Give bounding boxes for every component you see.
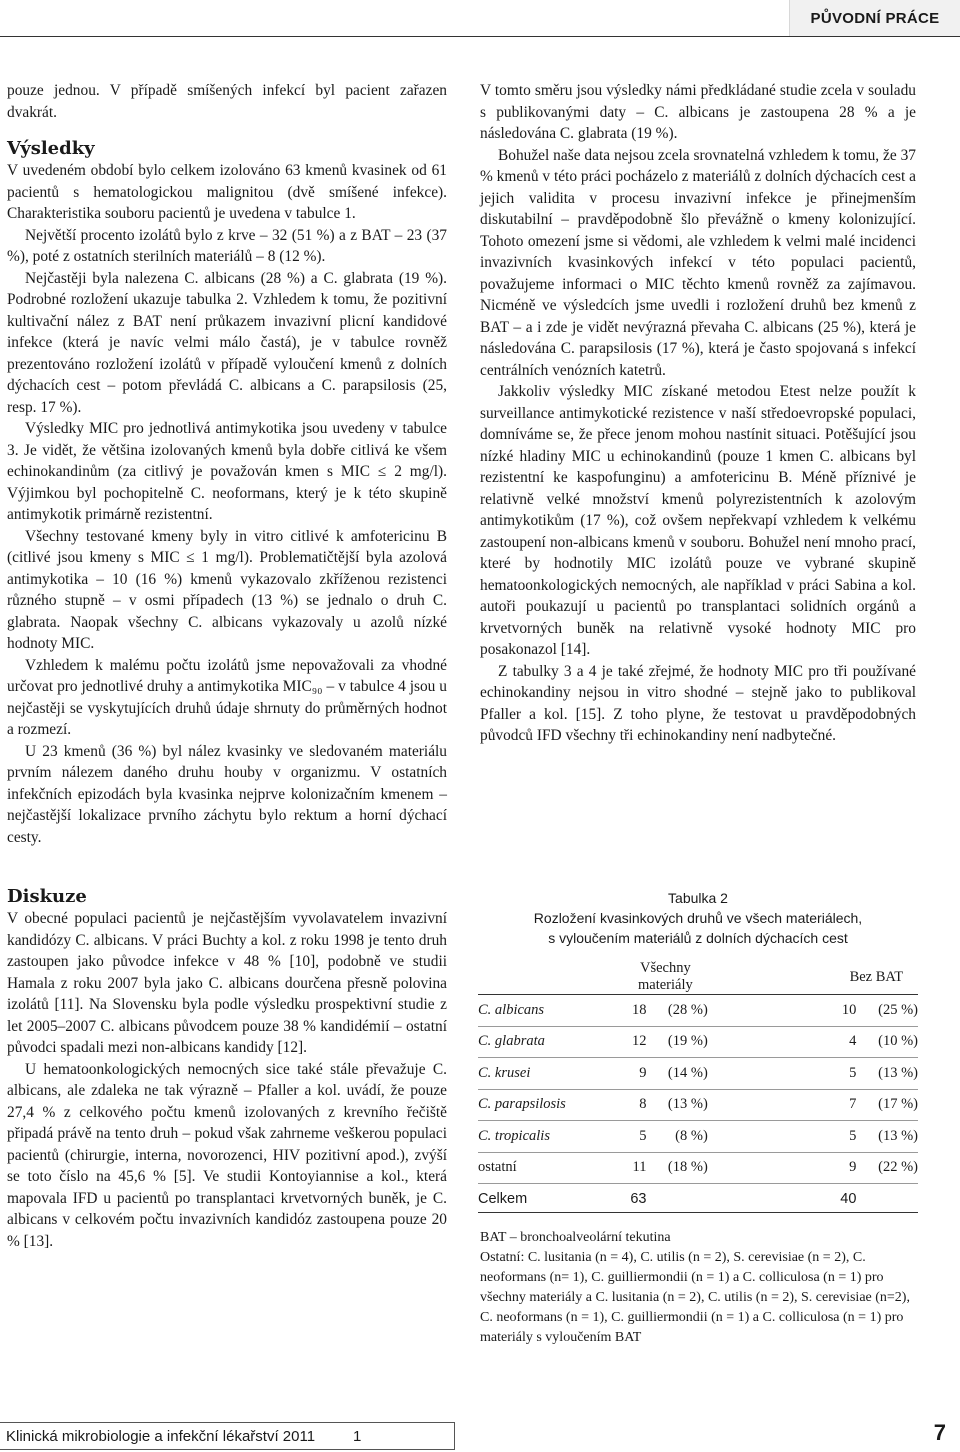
results-paragraph: Všechny testované kmeny byly in vitro citlivé k amfotericinu B (citlivé jsou kmeny s MIC ≤ 1 mg/l). Problematičtější byla azolová antimykotika – 10 (16 %) kmenů vykazovalo zkříženou rezistenci různého stupně – v osmi případech (13 %) se jednalo o druh C. glabrata. Naopak všechny C. albicans vykazovaly u azolů nízké hodnoty MIC.	[7, 527, 447, 652]
column-header-all-materials: Všechny materiály	[619, 960, 712, 995]
percent-nobat-cell: (13 %)	[878, 1127, 918, 1144]
species-cell: C. parapsilosis	[478, 1096, 566, 1113]
percent-nobat-cell: (25 %)	[878, 1001, 918, 1018]
table-total-row	[478, 1184, 918, 1215]
count-nobat-cell: 5	[849, 1127, 857, 1144]
species-cell: C. tropicalis	[478, 1127, 550, 1144]
section-label: PŮVODNÍ PRÁCE	[789, 0, 960, 37]
results-paragraph: Výsledky MIC pro jednotlivá antimykotika jsou uvedeny v tabulce 3. Je vidět, že většina izolovaných kmenů byla dobře citlivá ke všem echinokandinům (za citlivý je považován kmen s MIC ≤ 2 mg/l). Výjimkou byl pochopitelně C. neoformans, který je k této skupině antimykotik primárně rezistentní.	[7, 420, 447, 523]
count-nobat-cell: 4	[849, 1033, 857, 1050]
percent-all-cell: (19 %)	[667, 1033, 708, 1050]
percent-nobat-cell: (10 %)	[878, 1033, 918, 1050]
species-cell: C. glabrata	[478, 1033, 545, 1050]
count-all-cell: 11	[632, 1159, 647, 1176]
table-caption-line: Rozložení kvasinkových druhů ve všech materiálech,	[533, 910, 863, 926]
header-rule	[0, 36, 960, 37]
discussion-paragraph: U hematoonkologických nemocných sice také stále převažuje C. albicans, ale zdaleka ne tak výrazně – Pfaller a kol. uvádí, že pouze 27,4 % z celkového počtu kmenů izolovaných z krevního řečiště připadá právě na tento druh – pokud však zahrneme veškerou populaci pacientů (chirurgie, interna, novorozenci, HIV pozitivní apod.), zvýší se toto číslo na 45,6 % [5]. Ve studii Kontoyiannise a kol., která mapovala IFD u pacientů po transplantaci krvetvorných buněk, je C. albicans v celkovém počtu invazivních kandidóz zastoupena pouze 20 % [13].	[7, 1060, 447, 1250]
percent-all-cell: (28 %)	[667, 1001, 708, 1018]
table-header-row	[478, 960, 918, 995]
percent-nobat-cell: (22 %)	[878, 1159, 918, 1176]
percent-all-cell: (13 %)	[667, 1096, 708, 1113]
table-row	[478, 1152, 918, 1184]
table-label: Tabulka 2	[668, 890, 728, 906]
right-paragraph: Jakkoliv výsledky MIC získané metodou Etest nelze použít k surveillance antimykotické rezistence v naší středoevropské populaci, domníváme se, že přece jenom mohou nastínit situaci. Potěšující jsou nízké hladiny MIC u echinokandinů (pouze 1 kmen C. albicans byl rezistentní ke kaspofunginu) a amfotericinu B. Méně příznivé je relativně velké množství kmenů polyrezistentních k azolovým antimykotikům (17 %), což ovšem nepřekvapí vzhledem k velkému zastoupení non-albicans kmenů v souboru. Bohužel není mnoho prací, které by hodnotily MIC izolátů pouze ve vybrané skupině hematoonkologických nemocných, ale například v práci Sabina a kol. autoři poukazují u pacientů po transplantaci solidních orgánů a krvetvorných buněk na relativně vysoké hodnoty MIC pro posakonazol [14].	[480, 383, 916, 658]
table-row	[478, 1026, 918, 1058]
total-nobat-cell: 40	[840, 1191, 857, 1208]
column-header-without-bat: Bez BAT	[835, 960, 918, 995]
percent-all-cell: (8 %)	[675, 1127, 708, 1144]
count-nobat-cell: 9	[849, 1159, 857, 1176]
count-all-cell: 8	[639, 1096, 647, 1113]
right-paragraph: V tomto směru jsou výsledky námi předkládané studie zcela v souladu s publikovanými daty – C. albicans je zastoupena 28 % a je následována C. glabrata (19 %).	[480, 82, 916, 142]
discussion-paragraph: V obecné populaci pacientů je nejčastějším vyvolavatelem invazivní kandidózy C. albicans. V práci Buchty a kol. z roku 1998 je tento druh zastoupen jako původce infekce v 48 % [10], podobně ve studii Hamala z roku 2007 byla jako C. albicans dourčena přesně polovina izolátů [11]. Na Slovensku byla podle výsledku prospektivní studie z let 2005–2007 C. albicans původcem pouze 38 % kandidémií – ostatní původci spadali mezi non-albicans kandidy [12].	[7, 910, 447, 1056]
count-nobat-cell: 10	[841, 1001, 857, 1018]
count-all-cell: 5	[639, 1127, 647, 1144]
species-cell: C. krusei	[478, 1064, 531, 1081]
intro-paragraph: pouze jednou. V případě smíšených infekcí byl pacient zařazen dvakrát.	[7, 82, 447, 121]
footer-journal	[0, 1422, 455, 1450]
left-column	[7, 80, 447, 1252]
results-paragraph: Vzhledem k malému počtu izolátů jsme nepovažovali za vhodné určovat pro jednotlivé druhy a antimykotika MIC₉₀ – v tabulce 4 jsou u nejčastěji se vyskytujících druhů údaje shrnuty do průměrných hodnot a rozmezí.	[7, 656, 447, 738]
percent-all-cell: (14 %)	[667, 1064, 708, 1081]
discussion-heading: Diskuze	[7, 886, 87, 907]
percent-nobat-cell: (13 %)	[878, 1064, 918, 1081]
species-cell: C. albicans	[478, 1001, 545, 1018]
table-row	[478, 1058, 918, 1090]
results-paragraph: V uvedeném období bylo celkem izolováno 63 kmenů kvasinek od 61 pacientů s hematologickou malignitou (dvě smíšené infekce). Charakteristika souboru pacientů je uvedena v tabulce 1.	[7, 162, 447, 222]
right-paragraph: Bohužel naše data nejsou zcela srovnatelná vzhledem k tomu, že 37 % kmenů v této práci pocházelo z materiálů z dolních dýchacích cest a jejich validita v procesu invazivní infekce je přinejmenším diskutabilní – pravděpodobně šlo převážně o kmeny kolonizující. Tohoto omezení jsme si vědomi, ale vzhledem k velmi malé incidenci invazivních kvasinkových infekcí v této populaci pacientů, považujeme informaci o MIC těchto kmenů rovněž za zajímavou. Nicméně ve výsledcích jsme uvedli i rozložení druhů bez kmenů z BAT – a i zde je vidět nevýrazná převaha C. albicans (25 %), která je následována C. parapsilosis (17 %), která je často spojovaná s infekcí centrálních venózních katetrů.	[480, 146, 916, 379]
table-note: BAT – bronchoalveolární tekutina	[480, 1230, 671, 1245]
table-row	[478, 1121, 918, 1153]
table-caption	[478, 888, 918, 948]
table-row	[478, 995, 918, 1027]
page-number: 7	[933, 1420, 946, 1445]
count-all-cell: 9	[639, 1064, 647, 1081]
right-paragraph: Z tabulky 3 a 4 je také zřejmé, že hodnoty MIC pro tři používané echinokandiny nejsou in vitro shodné – stejně jako to publikoval Pfaller a kol. [15]. Z toho plyne, že testovat u pravděpodobných původců IFD všechny tři echinokandiny není nadbytečné.	[480, 662, 916, 744]
results-heading: Výsledky	[7, 138, 95, 159]
table-2	[478, 960, 918, 1215]
species-cell: ostatní	[478, 1159, 517, 1176]
journal-title: Klinická mikrobiologie a infekční lékařství 2011	[6, 1427, 316, 1445]
results-paragraph: U 23 kmenů (36 %) byl nález kvasinky ve sledovaném materiálu prvním nálezem daného druhu houby v organizmu. V ostatních infekčních epizodách byla kvasinka nejprve kolonizačním kmenem – nejčastější lokalizace prvního záchytu bylo rektum a horní dýchací cesty.	[7, 742, 447, 846]
count-all-cell: 18	[632, 1001, 647, 1018]
right-column	[480, 80, 916, 747]
count-nobat-cell: 5	[849, 1064, 857, 1081]
table-note: Ostatní: C. lusitania (n = 4), C. utilis (n = 2), S. cerevisiae (n = 2), C. neoformans (n= 1), C. guilliermondii (n = 1) a C. colliculosa (n = 1) pro všechny materiály a C. lusitania (n = 2), C. utilis (n = 2), S. cerevisiae (n=2), C. neoformans (n = 1), C. guilliermondii (n = 1) a C. colliculosa (n = 1) pro materiály s vyloučením BAT	[480, 1250, 910, 1345]
table-caption-line: s vyloučením materiálů z dolních dýchacích cest	[548, 930, 848, 946]
issue-number: 1	[353, 1427, 362, 1445]
total-all-cell: 63	[630, 1191, 647, 1208]
table-notes	[480, 1228, 916, 1348]
percent-all-cell: (18 %)	[667, 1159, 708, 1176]
table-row	[478, 1089, 918, 1121]
count-nobat-cell: 7	[849, 1096, 857, 1113]
total-label: Celkem	[478, 1191, 528, 1208]
percent-nobat-cell: (17 %)	[878, 1096, 918, 1113]
results-paragraph: Nejčastěji byla nalezena C. albicans (28 %) a C. glabrata (19 %). Podrobné rozložení ukazuje tabulka 2. Vzhledem k tomu, že pozitivní kultivační nález z BAT není průkazem invazivní plicní kandidové infekce (která je navíc velmi málo častá), je v tabulce rovněž prezentováno rozložení izolátů v případě vyloučení kmenů z dolních dýchacích cest – potom převládá C. albicans a C. parapsilosis (25, resp. 17 %).	[7, 269, 447, 416]
count-all-cell: 12	[632, 1033, 647, 1050]
results-paragraph: Největší procento izolátů bylo z krve – 32 (51 %) a z BAT – 23 (37 %), poté z ostatních sterilních materiálů – 8 (12 %).	[7, 226, 447, 265]
table-bottom-rule	[478, 1212, 918, 1213]
